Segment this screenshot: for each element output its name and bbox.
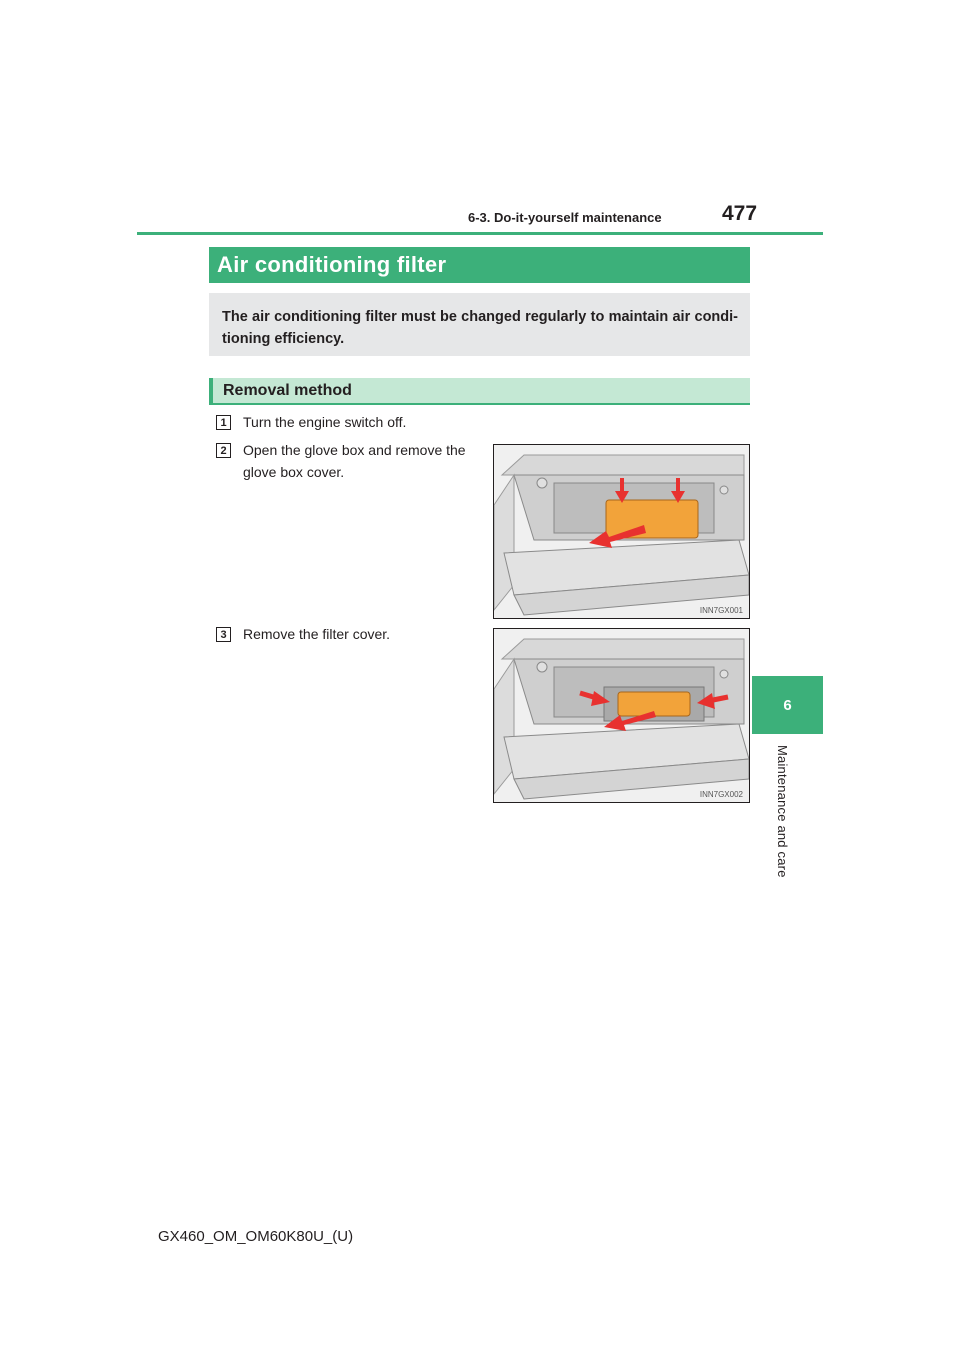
header-section: 6-3. Do-it-yourself maintenance (468, 210, 662, 225)
section-subheading: Removal method (209, 378, 750, 405)
filter-cover-illustration (494, 629, 749, 802)
intro-box: The air conditioning filter must be changed regularly to maintain air condi-tioning efficiency. (209, 293, 750, 356)
footer-document-id: GX460_OM_OM60K80U_(U) (158, 1228, 354, 1245)
step-1-text: Turn the engine switch off. (243, 414, 407, 430)
step-2-number: 2 (216, 443, 231, 458)
step-3-text: Remove the filter cover. (243, 626, 391, 642)
chapter-tab: 6 (752, 676, 823, 734)
glove-box-cover-illustration (494, 445, 749, 618)
page-number: 477 (722, 202, 758, 225)
header-rule (137, 232, 823, 235)
figure-1-code: INN7GX001 (699, 606, 743, 615)
step-1-number: 1 (216, 415, 231, 430)
figure-filter-cover (493, 628, 750, 803)
step-2-text: Open the glove box and remove the glove box cover. (243, 442, 466, 480)
page-title: Air conditioning filter (209, 247, 750, 283)
figure-glove-box-cover (493, 444, 750, 619)
glove-box-cover-part (606, 500, 698, 538)
step-3-number: 3 (216, 627, 231, 642)
figure-2-code: INN7GX002 (699, 790, 743, 799)
chapter-label: Maintenance and care (775, 745, 790, 878)
